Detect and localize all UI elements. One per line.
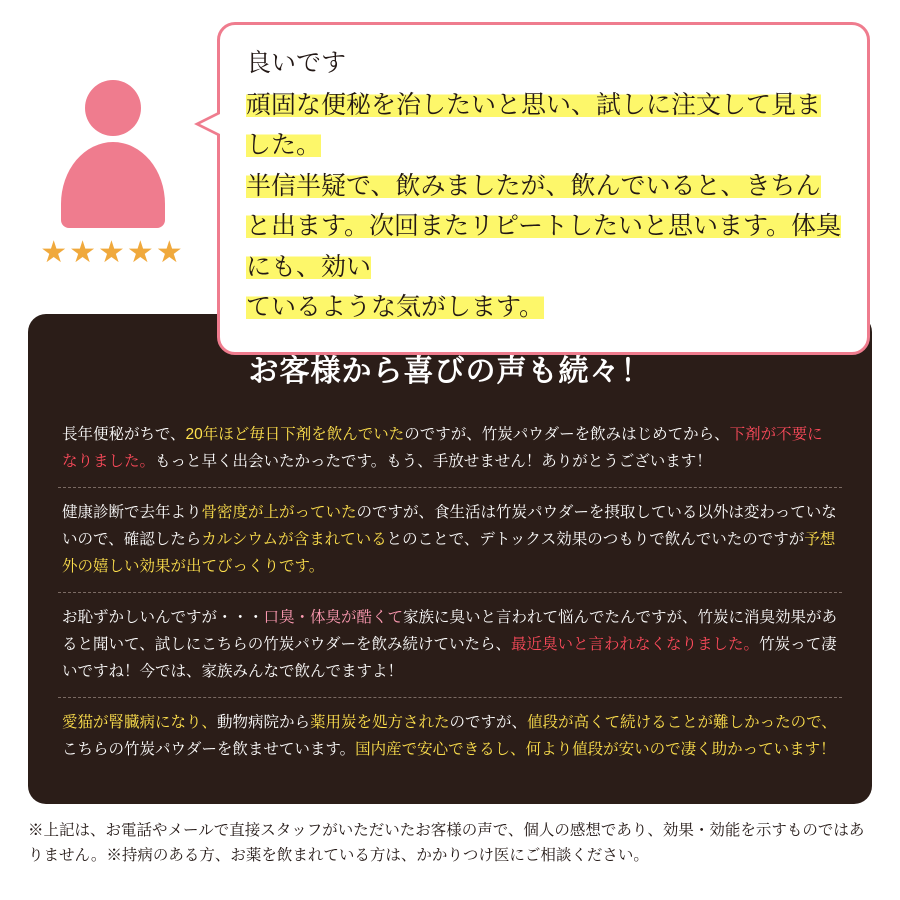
testimonial-text-run: とのことで、デトックス効果のつもりで飲んでいたのですが xyxy=(386,530,805,548)
testimonial-text-run: 健康診断で去年より xyxy=(62,504,202,522)
testimonial-text-run: のですが、 xyxy=(449,714,528,732)
avatar-body xyxy=(61,142,165,228)
review-line-3: ているような気がします。 xyxy=(246,293,545,321)
review-body xyxy=(246,85,841,328)
review-speech-bubble xyxy=(217,22,870,355)
disclaimer-note: ※上記は、お電話やメールで直接スタッフがいただいたお客様の声で、個人の感想であり、効果・効能を示すものではありません。※持病のある方、お薬を飲まれている方は、かかりつけ医にご相談ください。 xyxy=(28,821,865,864)
testimonial-text-run: 下剤が不要に xyxy=(729,426,823,443)
review-title: 良いです xyxy=(246,49,347,77)
avatar-head xyxy=(85,80,141,136)
testimonial-item xyxy=(58,410,842,487)
reviewer-column xyxy=(30,22,195,268)
testimonial-text-run: のですが、竹炭パウダーを飲みはじめてから、 xyxy=(404,426,730,443)
testimonial-item xyxy=(58,487,842,592)
testimonial-item xyxy=(58,697,842,775)
review-line-1: 頑固な便秘を治したいと思い、試しに注文して見ました。 xyxy=(246,90,822,159)
testimonial-text-run: 値段が高くて続けることが難しかったので、 xyxy=(527,714,837,732)
testimonial-text-run: こちらの竹炭パウダーを飲ませています。 xyxy=(62,740,356,758)
testimonial-text-run: 口臭・体臭が酷くて xyxy=(263,609,404,627)
testimonial-text-run: 薬用炭を処方された xyxy=(310,714,450,732)
testimonial-text-run: カルシウムが含まれている xyxy=(201,530,387,548)
testimonial-text-run: 最近臭いと言われなくなりました。 xyxy=(511,635,760,653)
testimonial-item xyxy=(58,592,842,697)
testimonial-text-run: のですが、食生活は竹炭パウダーを摂取している以外は変わっていないので、確認したら xyxy=(62,504,837,548)
testimonial-text-run: 骨密度が上がっていた xyxy=(201,504,357,522)
testimonial-text-run: 愛猫が腎臓病になり、 xyxy=(62,714,218,732)
testimonial-text-run: 20年ほど毎日下剤を飲んでいた xyxy=(185,426,405,443)
testimonial-text-run: もっと早く出会いたかったです。もう、手放せません！ありがとうございます！ xyxy=(155,452,712,470)
testimonial-text-run: 動物病院から xyxy=(217,714,311,732)
review-line-2: 半信半疑で、飲みましたが、飲んでいると、きちんと出ます。次回またリピートしたいと思います。体臭にも、効い xyxy=(246,171,842,281)
testimonial-text-run: 家族に臭いと言われて悩んでたんですが、竹炭に消臭効果があると聞いて、試しにこちらの竹炭パウダーを飲み続けていたら、 xyxy=(62,609,838,653)
testimonial-text-run: 長年便秘がちで、 xyxy=(62,426,186,443)
person-avatar-icon xyxy=(53,80,173,228)
testimonial-text-run: なりました。 xyxy=(62,452,156,470)
testimonial-text-run: 国内産で安心できるし、何より値段が安いので凄く助かっています！ xyxy=(355,740,836,758)
testimonial-text-run: お恥ずかしいんですが・・・ xyxy=(62,609,264,627)
star-rating: ★★★★★ xyxy=(40,236,185,269)
testimonials-list xyxy=(58,410,842,776)
testimonial-text-run: 竹炭って凄いですね！今では、家族みんなで飲んでますよ！ xyxy=(62,635,837,680)
customer-review-block xyxy=(0,0,900,321)
testimonial-text-run: 予想外の嬉しい効果が出てびっくりです。 xyxy=(62,530,836,575)
testimonials-panel xyxy=(28,314,872,804)
testimonials-heading: お客様から喜びの声も続々！ xyxy=(248,355,652,388)
